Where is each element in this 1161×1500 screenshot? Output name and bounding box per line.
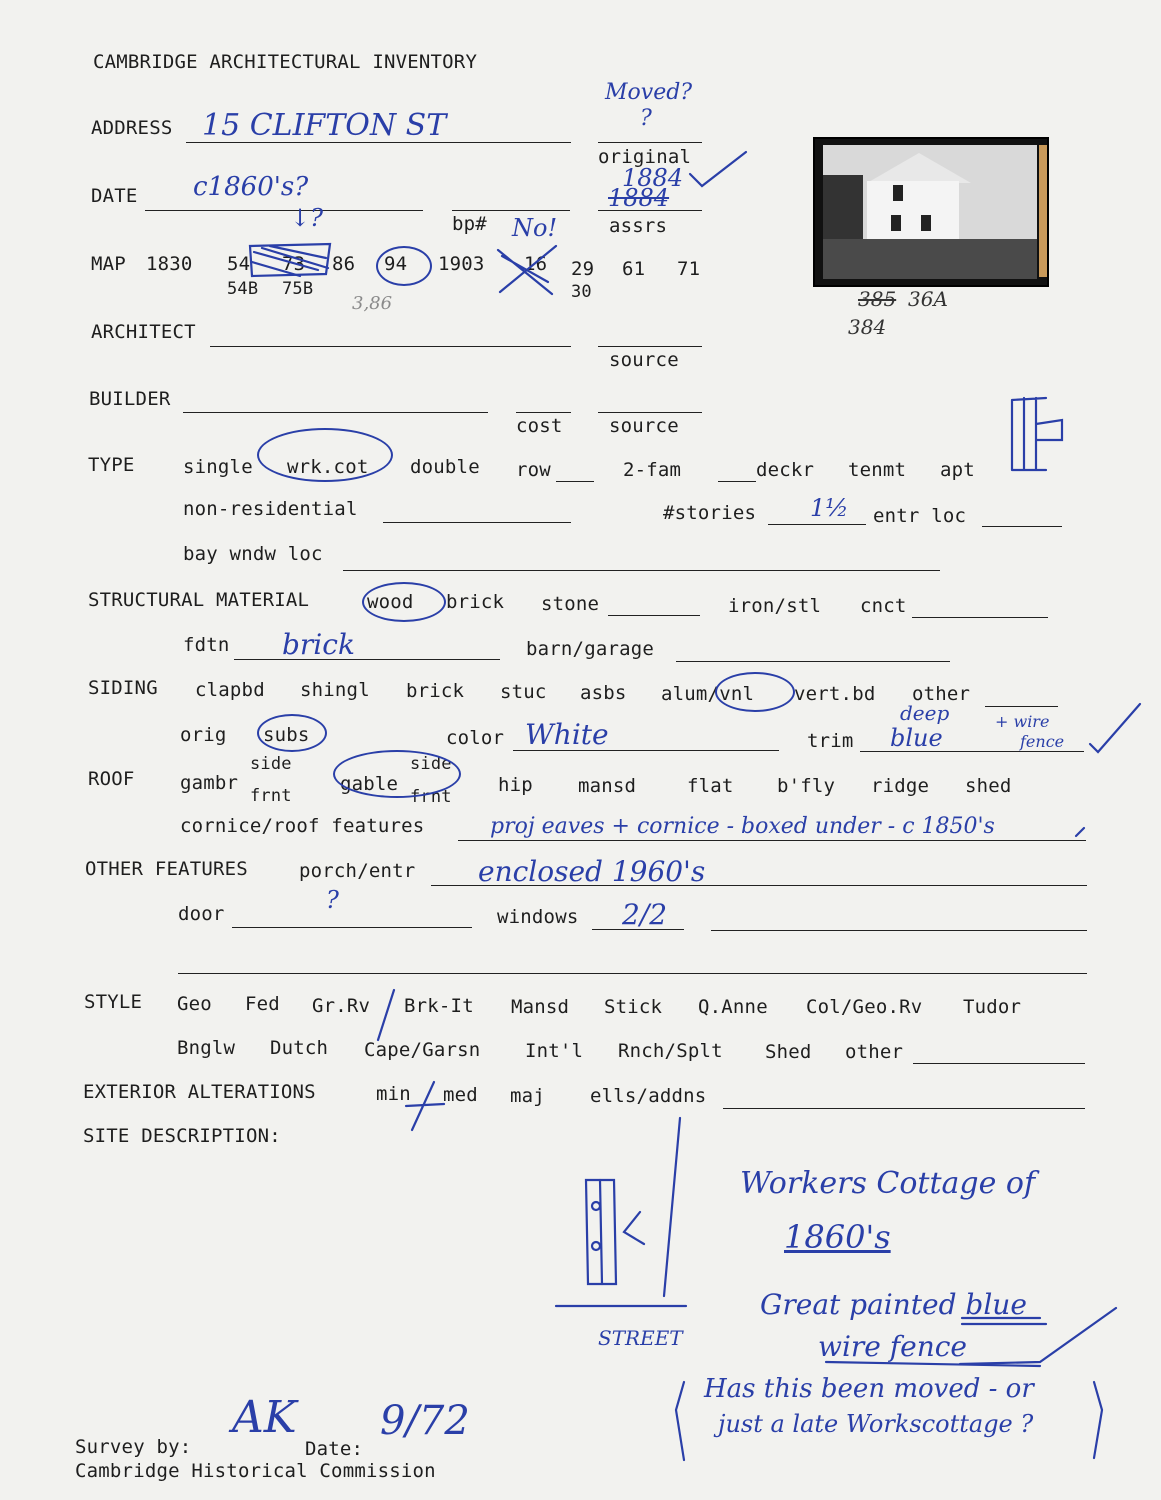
hw-cornice: proj eaves + cornice - boxed under - c 1850's [490, 814, 995, 839]
style-option: Geo [177, 993, 212, 1015]
orig-label: orig [180, 724, 227, 746]
hw-assrs-year-2: 1884 [608, 184, 670, 212]
site-label: SITE DESCRIPTION: [83, 1125, 281, 1147]
roof-option: mansd [578, 775, 637, 797]
entr-loc-label: entr loc [873, 505, 967, 527]
hw-map-note: 3,86 [352, 293, 393, 314]
architect-source-label: source [609, 349, 679, 371]
roof-label: ROOF [88, 768, 135, 790]
hw-photo-number-1: 385 [858, 287, 897, 311]
map-year: 61 [622, 258, 646, 280]
structural-option: brick [446, 591, 505, 613]
bay-label: bay wndw loc [183, 543, 323, 565]
map-year: 29 [571, 258, 595, 280]
siding-option: shingl [300, 679, 370, 701]
siding-option: other [912, 683, 971, 705]
hw-trim-3: + wire [995, 712, 1050, 731]
type-label: TYPE [88, 454, 135, 476]
structural-option: iron/stl [728, 595, 822, 617]
type-option-selected: wrk.cot [287, 456, 369, 478]
hw-site-note-1: Workers Cottage of [740, 1166, 1036, 1201]
hw-trim-2: blue [890, 724, 943, 752]
style-option: Bnglw [177, 1037, 236, 1059]
hw-porch: enclosed 1960's [478, 855, 706, 888]
subs-label-selected: subs [263, 724, 310, 746]
address-label: ADDRESS [91, 117, 173, 139]
ext-alt-label: EXTERIOR ALTERATIONS [83, 1081, 316, 1103]
bp-label: bp# [452, 213, 487, 235]
map-year: 94 [384, 253, 408, 275]
hw-stories: 1½ [810, 494, 849, 522]
architect-label: ARCHITECT [91, 321, 196, 343]
hw-color: White [525, 718, 609, 751]
ext-alt-option: ells/addns [590, 1085, 707, 1107]
siding-option: brick [406, 680, 465, 702]
cost-label: cost [516, 415, 563, 437]
siding-option-selected: alum/vnl [661, 683, 755, 705]
style-option: other [845, 1041, 904, 1063]
map-label: MAP [91, 253, 126, 275]
roof-option: side [410, 754, 452, 774]
hw-assrs-year-1: 1884 [622, 164, 684, 192]
roof-option: shed [965, 775, 1012, 797]
style-option: Shed [765, 1041, 812, 1063]
map-year-row2: 30 [571, 282, 592, 302]
style-option: Dutch [270, 1037, 329, 1059]
door-label: door [178, 903, 225, 925]
roof-option: frnt [410, 787, 452, 807]
hw-no-note: No! [512, 214, 558, 242]
hw-moved: Moved? [605, 80, 693, 105]
date2-label: Date: [305, 1438, 364, 1460]
builder-label: BUILDER [89, 388, 171, 410]
style-option: Mansd [511, 996, 570, 1018]
barn-label: barn/garage [526, 638, 655, 660]
trim-label: trim [807, 730, 854, 752]
style-option: Gr.Rv [312, 995, 371, 1017]
hw-survey-date: 9/72 [380, 1398, 470, 1444]
hw-original-question: ? [640, 106, 652, 131]
hw-street: STREET [598, 1326, 683, 1350]
form-title: CAMBRIDGE ARCHITECTURAL INVENTORY [93, 51, 478, 73]
type-option: 2-fam [623, 459, 682, 481]
map-year: 1830 [146, 253, 193, 275]
style-option: Cape/Garsn [364, 1039, 481, 1061]
other-features-label: OTHER FEATURES [85, 858, 248, 880]
type-option: double [410, 456, 480, 478]
style-option: Stick [604, 996, 663, 1018]
stories-label: #stories [663, 502, 757, 524]
structural-option: cnct [860, 595, 907, 617]
style-option: Rnch/Splt [618, 1040, 723, 1062]
style-label: STYLE [84, 991, 143, 1013]
hw-site-note-4: wire fence [818, 1330, 967, 1363]
ext-alt-option-selected: min [376, 1083, 411, 1105]
structural-label: STRUCTURAL MATERIAL [88, 589, 310, 611]
type-option: tenmt [848, 459, 907, 481]
map-year: 16 [524, 253, 548, 275]
hw-site-note-3: Great painted blue [760, 1288, 1027, 1321]
structural-option: stone [541, 593, 600, 615]
style-option: Fed [245, 993, 280, 1015]
porch-label: porch/entr [299, 860, 416, 882]
map-year: 54 [227, 253, 251, 275]
hw-question-note-2: just a late Workscottage ? [718, 1410, 1034, 1438]
hw-date-arrow: ↓? [290, 204, 323, 232]
roof-option: frnt [250, 786, 292, 806]
style-option: Tudor [963, 996, 1022, 1018]
roof-option-selected: gable [340, 773, 399, 795]
ext-alt-option: med [443, 1084, 478, 1106]
hw-windows: 2/2 [622, 898, 668, 931]
map-year: 1903 [438, 253, 485, 275]
type-option: apt [940, 459, 975, 481]
type-option: single [183, 456, 253, 478]
siding-option: clapbd [195, 679, 265, 701]
ext-alt-option: maj [510, 1085, 545, 1107]
siding-option: vert.bd [794, 683, 876, 705]
hw-fdtn: brick [282, 628, 355, 661]
hw-question-note-1: Has this been moved - or [704, 1374, 1034, 1404]
hw-door: ? [326, 886, 339, 914]
windows-label: windows [497, 906, 579, 928]
hw-surveyor: AK [232, 1392, 297, 1443]
structural-option-selected: wood [367, 591, 414, 613]
style-option: Col/Geo.Rv [806, 996, 923, 1018]
roof-option: flat [687, 775, 734, 797]
style-option-selected: Brk-It [404, 995, 474, 1017]
map-year: 73 [282, 253, 306, 275]
fdtn-label: fdtn [183, 634, 230, 656]
hw-address: 15 CLIFTON ST [202, 108, 447, 143]
hw-photo-number-2: 36A [908, 287, 948, 311]
assrs-label: assrs [609, 215, 668, 237]
date-label: DATE [91, 185, 138, 207]
style-option: Int'l [525, 1040, 584, 1062]
hw-date: c1860's? [193, 172, 309, 202]
siding-label: SIDING [88, 677, 158, 699]
roof-option: gambr [180, 772, 239, 794]
map-year: 86 [332, 253, 356, 275]
map-year-row2: 54B [227, 279, 259, 299]
type-option: deckr [756, 459, 815, 481]
builder-source-label: source [609, 415, 679, 437]
hw-trim-1: deep [900, 701, 950, 725]
type-option: row [516, 459, 551, 481]
nonres-label: non-residential [183, 498, 358, 520]
roof-option: b'fly [777, 775, 836, 797]
style-option: Q.Anne [698, 996, 768, 1018]
siding-option: asbs [580, 682, 627, 704]
cornice-label: cornice/roof features [180, 815, 425, 837]
commission-name: Cambridge Historical Commission [75, 1460, 436, 1482]
roof-option: ridge [871, 775, 930, 797]
roof-option: side [250, 754, 292, 774]
survey-label: Survey by: [75, 1436, 192, 1458]
siding-option: stuc [500, 681, 547, 703]
hw-trim-4: fence [1020, 732, 1065, 751]
roof-option: hip [498, 774, 533, 796]
color-label: color [446, 727, 505, 749]
original-label: original [598, 146, 692, 168]
hw-site-note-2: 1860's [784, 1218, 891, 1256]
hw-photo-number-3: 384 [848, 315, 887, 339]
map-year-row2: 75B [282, 279, 314, 299]
map-year: 71 [677, 258, 701, 280]
